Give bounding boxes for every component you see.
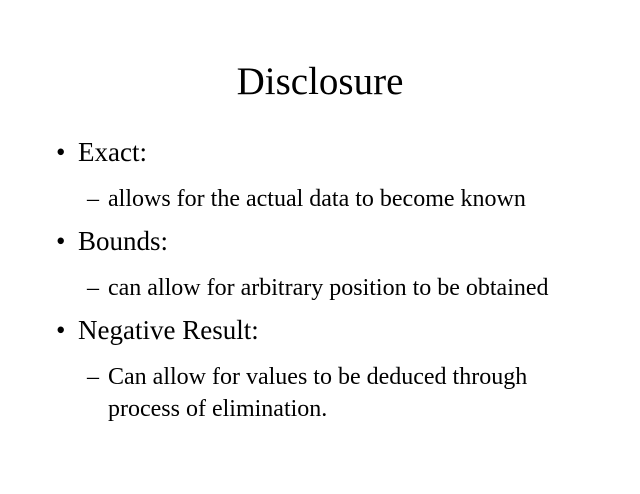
dash-icon: –: [87, 364, 99, 390]
bullet-text: Exact:: [78, 137, 147, 167]
sub-bullet-item: [0, 272, 578, 304]
dash-icon: –: [87, 275, 99, 301]
sub-bullet-item: [0, 361, 578, 425]
sub-bullet-text: allows for the actual data to become known: [108, 186, 526, 212]
bullet-text: Negative Result:: [78, 315, 259, 345]
bullet-item: [0, 135, 578, 169]
bullet-dot-icon: •: [56, 315, 66, 345]
sub-bullet-item: [0, 183, 578, 215]
bullet-text: Bounds:: [78, 226, 169, 256]
bullet-dot-icon: •: [56, 137, 66, 167]
dash-icon: –: [87, 186, 99, 212]
sub-bullet-text: can allow for arbitrary position to be obtained: [108, 275, 549, 301]
bullet-dot-icon: •: [56, 226, 66, 256]
bullet-item: [0, 224, 578, 258]
bullet-item: [0, 313, 578, 347]
slide-title: Disclosure: [236, 60, 404, 103]
sub-bullet-text: Can allow for values to be deduced through process of elimination.: [108, 364, 528, 422]
bullet-list: [0, 135, 578, 425]
